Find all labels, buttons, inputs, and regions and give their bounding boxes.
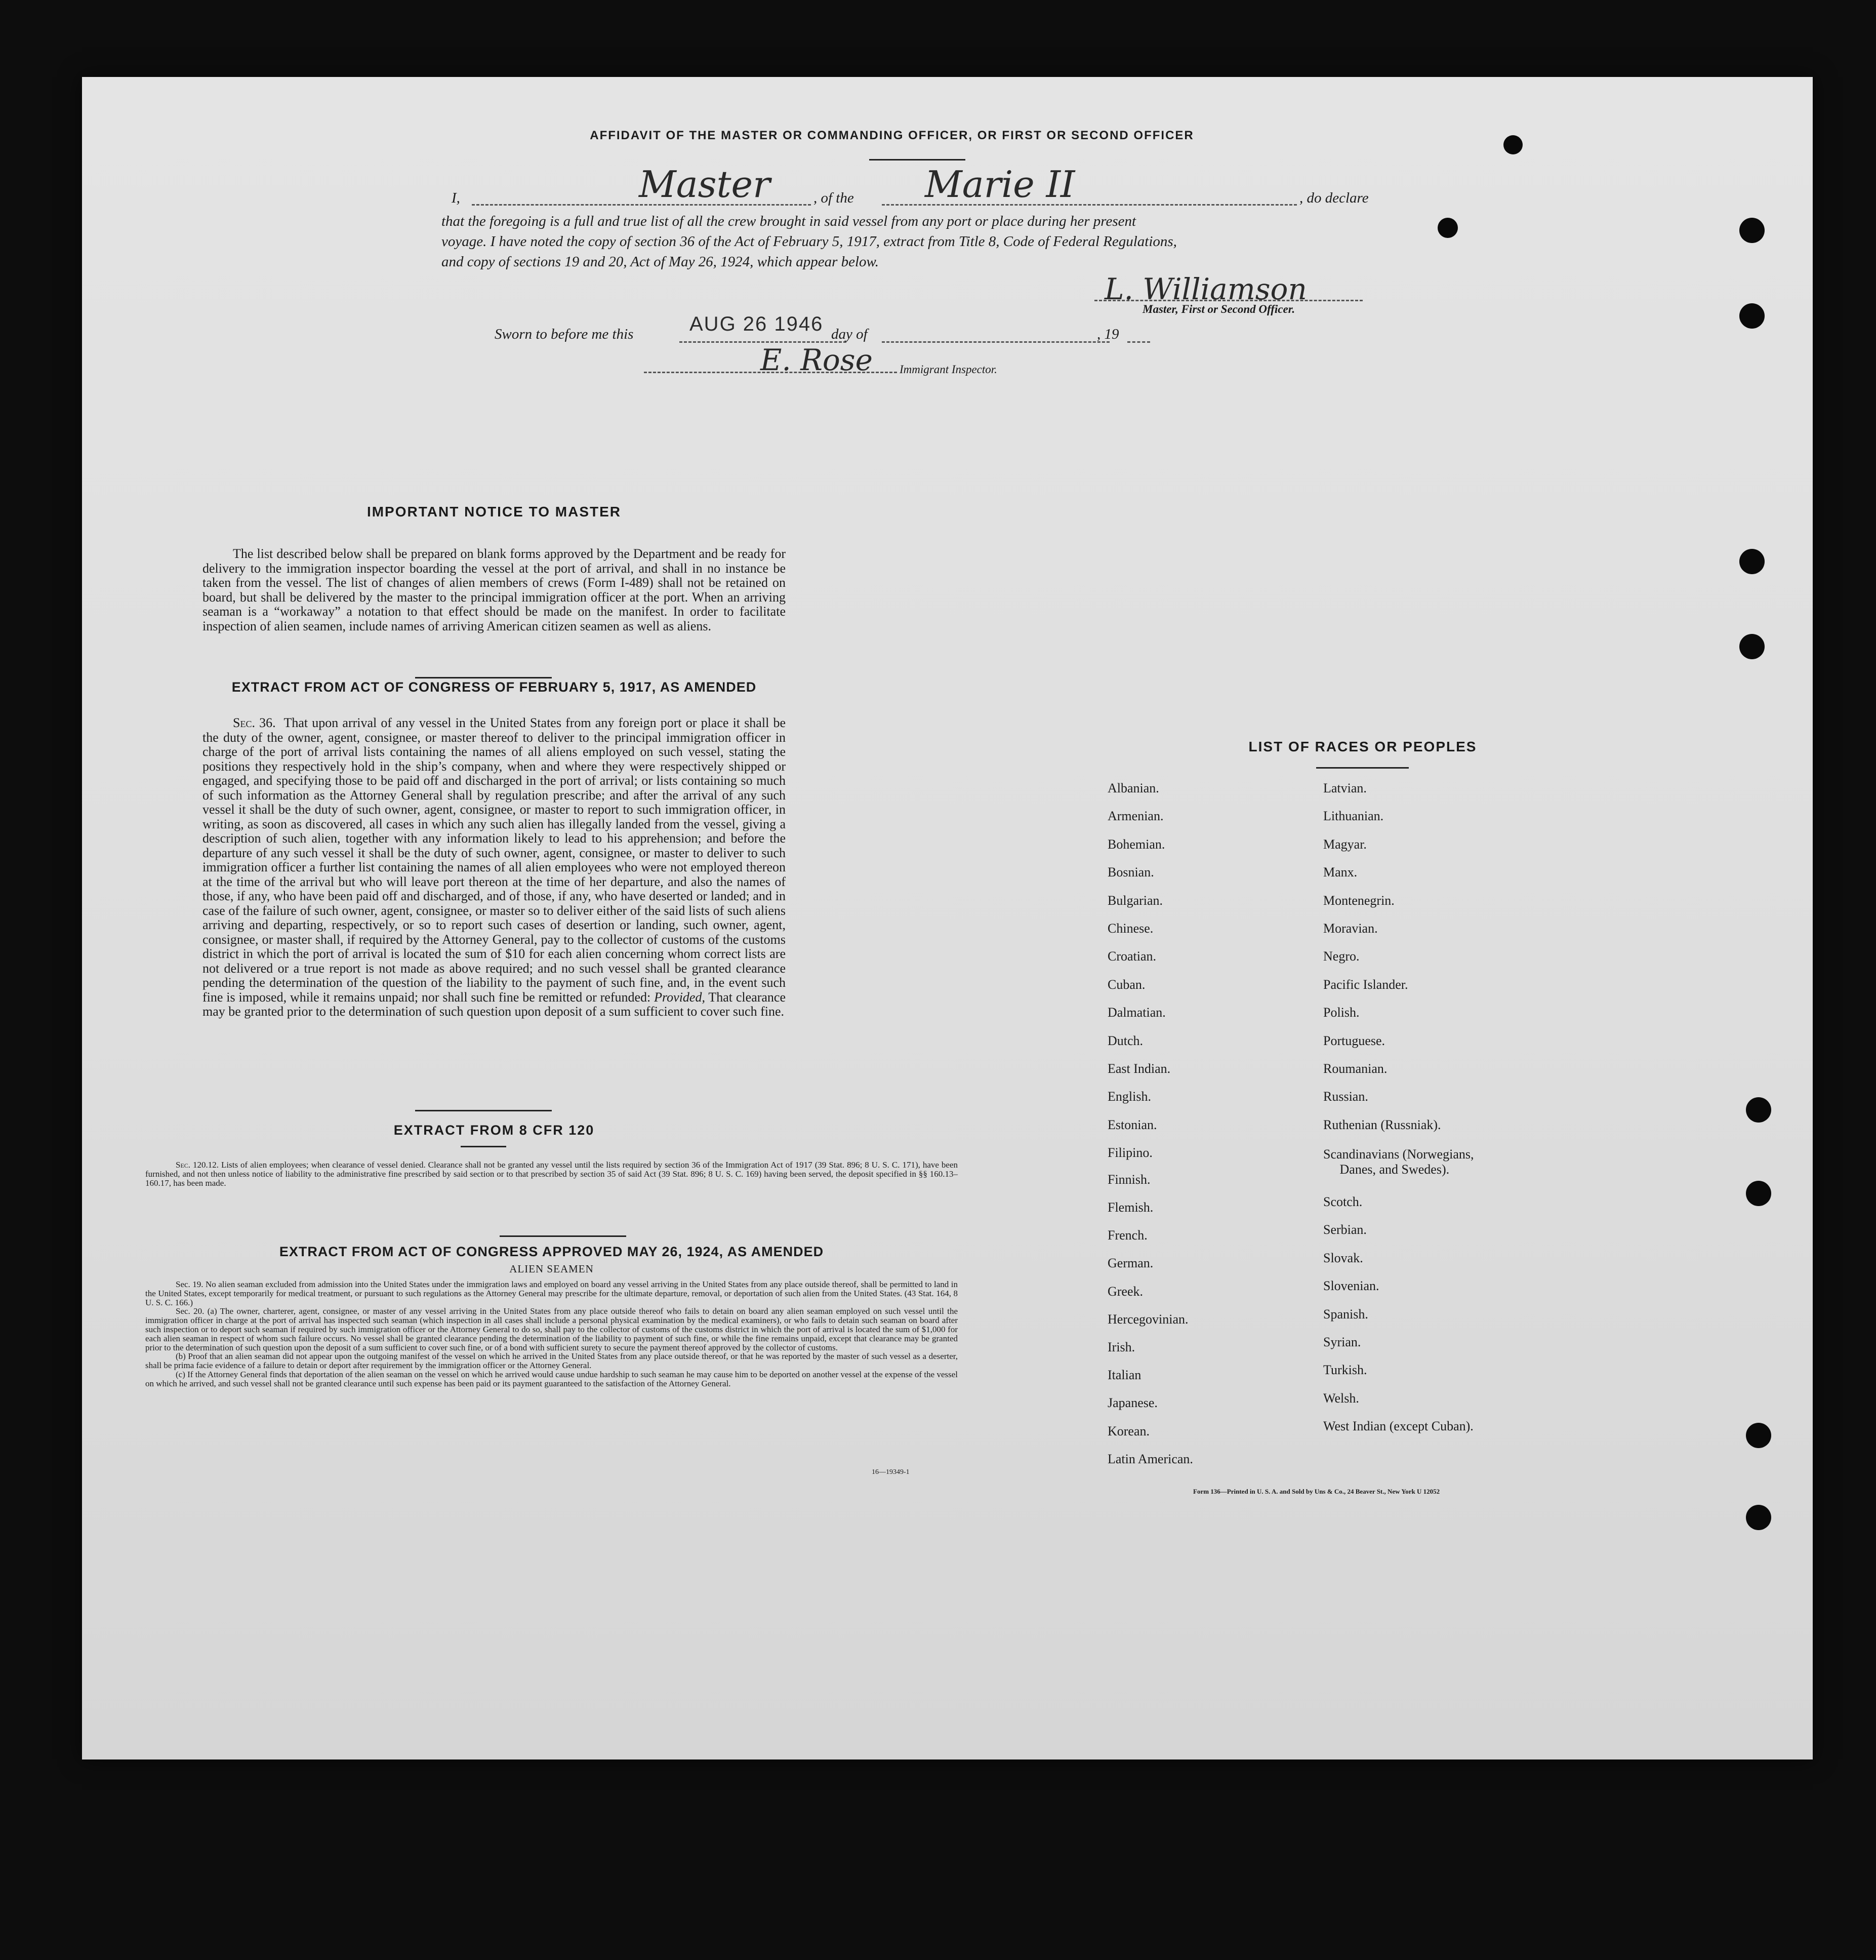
- month-dotted-line: [882, 341, 1110, 343]
- race-item: Japanese.: [1108, 1395, 1158, 1410]
- race-item: Negro.: [1323, 949, 1360, 964]
- sworn-line: [82, 313, 1813, 350]
- race-item: Greek.: [1108, 1284, 1144, 1299]
- race-item: Latin American.: [1108, 1452, 1193, 1466]
- title-underline: [869, 159, 965, 161]
- binder-hole: [1503, 135, 1523, 154]
- race-item: Italian: [1108, 1368, 1141, 1382]
- race-item: Bulgarian.: [1108, 893, 1163, 908]
- sec-120-12-label: Sec. 120.12.: [176, 1160, 219, 1170]
- race-item: Latvian.: [1323, 781, 1367, 795]
- race-item: Polish.: [1323, 1005, 1360, 1020]
- document-page: [82, 77, 1813, 1759]
- race-item: English.: [1108, 1089, 1151, 1104]
- affidavit-body-line: that the foregoing is a full and true list of all the crew brought in said vessel from any port or place during her present: [441, 213, 1136, 229]
- i-label: I,: [452, 190, 460, 206]
- race-item: Lithuanian.: [1323, 809, 1384, 823]
- race-item: Welsh.: [1323, 1391, 1359, 1406]
- sec-19-paragraph: Sec. 19. No alien seaman excluded from admission into the United States under the immigration laws and employed on board any vessel arriving in the United States from any place outside thereof, shall be permitted to land in the United States, except temporarily for medical treatment, or pursuant to such regulations as the Attorney General may prescribe for the ultimate departure, removal, or deportation of such alien from the United States. (43 Stat. 164, 8 U. S. C. 166.): [145, 1279, 958, 1307]
- extract-8cfr-text: [145, 1161, 958, 1187]
- master-caption: Master, First or Second Officer.: [1143, 303, 1295, 315]
- date-stamp: AUG 26 1946: [689, 313, 824, 335]
- race-item: Roumanian.: [1323, 1061, 1388, 1076]
- race-item: Estonian.: [1108, 1117, 1157, 1132]
- sec-120-12-body: Lists of alien employees; when clearance of vessel denied. Clearance shall not be granted any vessel until the lists required by section 36 of the Immigration Act of 1917 (39 Stat. 896; 8 U. S. C. 171), have been furnished, and not then unless notice of liability to the administrative fine prescribed by said section or to that prescribed by section 35 of said Act (39 Stat. 896; 8 U. S. C. 169) having been served, the deposit specified in §§ 160.13–160.17, has been made.: [145, 1160, 958, 1188]
- section-rule: [500, 1235, 626, 1237]
- sec-20a-paragraph: Sec. 20. (a) The owner, charterer, agent, consignee, or master of any vessel arriving in the United States from any place outside thereof who fails to detain on board any alien seaman employed on such vessel until the immigration officer in charge at the port of arrival has inspected such seaman (which inspection in all cases shall include a personal physical examination by the medical examiners), or who fails to detain such seaman on board after such inspection or to deport such seaman if required by such immigration officer or the Attorney General to do so, shall pay to the collector of customs of the customs district in which the port of arrival is located the sum of $1,000 for each alien seaman in respect of whom such failure occurs. No vessel shall be granted clearance pending the determination of the liability to payment of such fine, or while the fine remains unpaid, except that clearance may be granted prior to the determination of such question upon the deposit of a sum sufficient to cover such fine, or of a bond with sufficient surety to secure the payment thereof approved by the collector of customs.: [145, 1306, 958, 1352]
- race-item: Scandinavians (Norwegians, Danes, and Swedes).: [1323, 1147, 1474, 1177]
- race-item: Slovenian.: [1323, 1278, 1379, 1293]
- inspector-signature: E. Rose: [760, 343, 873, 377]
- handwritten-vessel: Marie II: [925, 163, 1075, 206]
- race-item: Portuguese.: [1323, 1033, 1385, 1048]
- binder-hole: [1746, 1097, 1771, 1123]
- race-item: West Indian (except Cuban).: [1323, 1419, 1474, 1433]
- race-item: Montenegrin.: [1323, 893, 1395, 908]
- of-the-label: , of the: [813, 190, 854, 206]
- race-item: Slovak.: [1323, 1251, 1363, 1265]
- inspector-signature-line: [644, 372, 897, 373]
- sworn-label: Sworn to before me this: [495, 326, 634, 342]
- year-label: , 19: [1097, 326, 1119, 342]
- race-item: Pacific Islander.: [1323, 977, 1408, 992]
- race-item: Armenian.: [1108, 809, 1164, 823]
- sec-20b-paragraph: (b) Proof that an alien seaman did not appear upon the outgoing manifest of the vessel on which he arrived in the United States from any place outside thereof, or that he was reported by the master of such vessel as a deserter, shall be prima facie evidence of a failure to detain or deport after requirement by the immigration officer or the Attorney General.: [145, 1351, 958, 1371]
- binder-hole: [1746, 1423, 1771, 1448]
- race-item: Manx.: [1323, 865, 1358, 879]
- year-dotted-line: [1127, 341, 1150, 343]
- inspector-caption: Immigrant Inspector.: [900, 363, 997, 376]
- race-item: Cuban.: [1108, 977, 1146, 992]
- race-item: Irish.: [1108, 1340, 1135, 1354]
- section-rule: [415, 677, 552, 678]
- binder-hole: [1739, 549, 1765, 574]
- extract-1917-text: [202, 716, 786, 1019]
- declare-label: , do declare: [1299, 190, 1369, 206]
- binder-hole: [1746, 1505, 1771, 1530]
- extract-1924-title: EXTRACT FROM ACT OF CONGRESS APPROVED MAY 26, 1924, AS AMENDED: [279, 1244, 824, 1259]
- binder-hole: [1739, 634, 1765, 659]
- binder-hole: [1438, 218, 1458, 238]
- race-item: Korean.: [1108, 1424, 1150, 1438]
- race-item: Finnish.: [1108, 1172, 1151, 1187]
- affidavit-body: [441, 211, 1393, 272]
- sec-36-body: That upon arrival of any vessel in the United States from any foreign port or place it shall be the duty of the owner, agent, consignee, or master thereof to deliver to the principal immigration officer in charge of the port of arrival lists containing the names of all aliens employed on such vessel, stating the positions they respectively hold in the ship’s company, when and where they were respectively shipped or engaged, and specifying those to be paid off and discharged in the port of arrival; or lists containing so much of such information as the Attorney General shall by regulation prescribe; and after the arrival of any such vessel it shall be the duty of such owner, agent, consignee, or master to report to such immigration officer, in writing, as soon as discovered, all cases in which any such alien has illegally landed from the vessel, giving a description of such alien, together with any information likely to lead to his apprehension; and before the departure of any such vessel it shall be the duty of such owner, agent, consignee, or master to deliver to such immigration officer a further list containing the names of all alien employees who were not employed thereon at the time of the arrival but who will leave port thereon at the time of her departure, and also the names of those, if any, who have been paid off and discharged, and of those, if any, who have deserted or landed; and in case of the failure of such owner, agent, consignee, or master so to deliver either of the said lists of such aliens arriving and departing, respectively, or so to report such cases of desertion or landing, such owner, agent, consignee, or master shall, if required by the Attorney General, pay to the collector of customs of the customs district in which the port of arrival is located the sum of $10 for each alien concerning whom correct lists are not delivered or a true report is not made as above required; and no such vessel shall be granted clearance pending the determination of the question of the liability to the payment of such fine, and, in the event such fine is imposed, while it remains unpaid; nor shall such fine be remitted or refunded:: [202, 715, 786, 1005]
- section-rule: [415, 1110, 552, 1111]
- provided-label: Provided,: [654, 989, 705, 1005]
- races-title: LIST OF RACES OR PEOPLES: [1248, 739, 1477, 754]
- sec-36-label: Sec. 36.: [233, 715, 276, 730]
- alien-seamen-subtitle: ALIEN SEAMEN: [509, 1263, 594, 1275]
- race-item: Spanish.: [1323, 1307, 1368, 1322]
- race-item: Ruthenian (Russniak).: [1323, 1117, 1441, 1132]
- extract-1924-text: [145, 1280, 958, 1388]
- master-signature: L. Williamson: [1105, 272, 1307, 306]
- race-item: Hercegovinian.: [1108, 1312, 1189, 1327]
- section-rule: [461, 1146, 506, 1147]
- race-item: Syrian.: [1323, 1335, 1361, 1349]
- extract-8cfr-title: EXTRACT FROM 8 CFR 120: [393, 1123, 595, 1138]
- race-item: French.: [1108, 1228, 1148, 1243]
- binder-hole: [1746, 1181, 1771, 1206]
- race-item: Dalmatian.: [1108, 1005, 1166, 1020]
- race-item: Chinese.: [1108, 921, 1154, 936]
- binder-hole: [1739, 218, 1765, 243]
- form-number: 16—19349-1: [872, 1468, 910, 1476]
- race-item: Serbian.: [1323, 1222, 1367, 1237]
- notice-title: IMPORTANT NOTICE TO MASTER: [366, 504, 622, 519]
- master-signature-line: [1094, 300, 1363, 301]
- race-item: Dutch.: [1108, 1033, 1144, 1048]
- race-item: Moravian.: [1323, 921, 1378, 936]
- race-item: East Indian.: [1108, 1061, 1171, 1076]
- race-item: Magyar.: [1323, 837, 1367, 852]
- notice-text: The list described below shall be prepared on blank forms approved by the Department and be ready for delivery to the immigration inspector boarding the vessel at the port of arrival, and shall in no instance be taken from the vessel. The list of changes of alien members of crews (Form I-489) shall not be retained on board, but shall be delivered by the master to the principal immigration officer at the port. When an arriving seaman is a “workaway” a notation to that effect should be made on the manifest. In order to facilitate inspection of alien seamen, include names of arriving American citizen seamen as well as aliens.: [202, 546, 786, 633]
- affidavit-title: AFFIDAVIT OF THE MASTER OR COMMANDING OFFICER, OR FIRST OR SECOND OFFICER: [590, 129, 1194, 142]
- affidavit-body-line: voyage. I have noted the copy of section 36 of the Act of February 5, 1917, extract from Title 8, Code of Federal Regulations,: [441, 233, 1177, 250]
- race-item: Flemish.: [1108, 1200, 1154, 1215]
- race-item: Bosnian.: [1108, 865, 1154, 879]
- race-item: German.: [1108, 1256, 1154, 1270]
- extract-1917-title: EXTRACT FROM ACT OF CONGRESS OF FEBRUARY 5, 1917, AS AMENDED: [231, 679, 757, 695]
- race-item: Turkish.: [1323, 1363, 1367, 1377]
- race-item: Scotch.: [1323, 1194, 1363, 1209]
- race-item: Croatian.: [1108, 949, 1157, 964]
- races-title-underline: [1316, 767, 1409, 769]
- handwritten-name: Master: [639, 163, 770, 206]
- race-item: Bohemian.: [1108, 837, 1165, 852]
- sec-20c-paragraph: (c) If the Attorney General finds that deportation of the alien seaman on the vessel on which he arrived would cause undue hardship to such seaman he may cause him to be deported on another vessel at the expense of the vessel on which he arrived, and such vessel shall not be granted clearance until such expense has been paid or its payment guaranteed to the satisfaction of the Attorney General.: [145, 1369, 958, 1388]
- sec-36-proviso: That clearance may be granted prior to the determination of such question upon deposit of a sum sufficient to cover such fine.: [202, 989, 786, 1019]
- affidavit-body-line: and copy of sections 19 and 20, Act of May 26, 1924, which appear below.: [441, 254, 879, 270]
- race-item: Albanian.: [1108, 781, 1159, 795]
- day-of-label: day of: [831, 326, 868, 342]
- race-item: Filipino.: [1108, 1145, 1153, 1160]
- printer-imprint: Form 136—Printed in U. S. A. and Sold by Uns & Co., 24 Beaver St., New York U 12052: [1193, 1488, 1440, 1495]
- race-item: Russian.: [1323, 1089, 1368, 1104]
